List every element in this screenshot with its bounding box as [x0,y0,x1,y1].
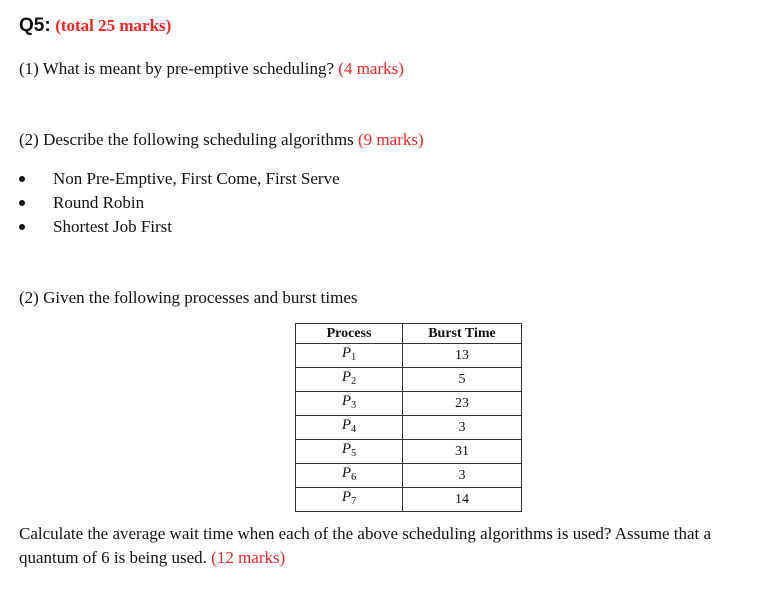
total-marks: (total 25 marks) [55,16,172,35]
process-cell [296,488,403,512]
process-index: 2 [351,376,357,387]
column-header-burst-time: Burst Time [403,324,522,344]
table-row [296,368,522,392]
burst-cell: 14 [403,488,522,512]
table-row [296,464,522,488]
process-cell [296,416,403,440]
process-cell [296,464,403,488]
list-item [19,193,340,217]
bullet-icon [19,176,25,182]
burst-cell: 31 [403,440,522,464]
process-cell [296,392,403,416]
part3-marks: (12 marks) [211,548,286,567]
table-row [296,488,522,512]
list-item-label: Shortest Job First [53,217,173,236]
burst-cell: 3 [403,416,522,440]
process-index: 5 [351,448,357,459]
burst-time-table [295,323,522,512]
process-index: 4 [351,424,357,435]
process-cell [296,344,403,368]
process-index: 6 [351,472,357,483]
process-index: 1 [351,352,357,363]
process-letter: P [341,441,352,457]
part1-text: (1) What is meant by pre-emptive scheduling? [19,59,335,78]
part2-question [19,130,424,150]
process-letter: P [341,369,352,385]
table-row [296,416,522,440]
part1-question [19,59,404,79]
part3-question [19,522,769,570]
algorithm-list [19,169,340,241]
process-cell [296,440,403,464]
question-heading [19,15,171,37]
question-label-colon: : [44,15,51,36]
process-cell [296,368,403,392]
list-item [19,217,340,241]
table-row [296,440,522,464]
burst-cell: 5 [403,368,522,392]
bullet-icon [19,200,25,206]
list-item [19,169,340,193]
part3-intro: (2) Given the following processes and burst times [19,288,358,307]
part1-marks: (4 marks) [338,59,404,78]
process-letter: P [341,393,352,409]
process-index: 3 [351,400,357,411]
part2-marks: (9 marks) [357,130,424,149]
part3-question-text: Calculate the average wait time when each of the above scheduling algorithms is used? Assume that a quantum of 6 is being used. [19,524,712,567]
list-item-label: Round Robin [53,193,145,212]
burst-cell: 3 [403,464,522,488]
part2-text: (2) Describe the following scheduling algorithms [19,130,354,149]
process-index: 7 [351,496,357,507]
list-item-label: Non Pre-Emptive, First Come, First Serve [53,169,340,188]
process-letter: P [341,345,352,361]
column-header-process: Process [296,324,403,344]
burst-cell: 23 [403,392,522,416]
question-label: Q5 [19,15,45,36]
process-letter: P [341,417,352,433]
burst-cell: 13 [403,344,522,368]
table-row [296,344,522,368]
process-letter: P [341,465,352,481]
bullet-icon [19,224,25,230]
table-row [296,392,522,416]
process-letter: P [341,489,352,505]
table-header-row [296,324,522,344]
